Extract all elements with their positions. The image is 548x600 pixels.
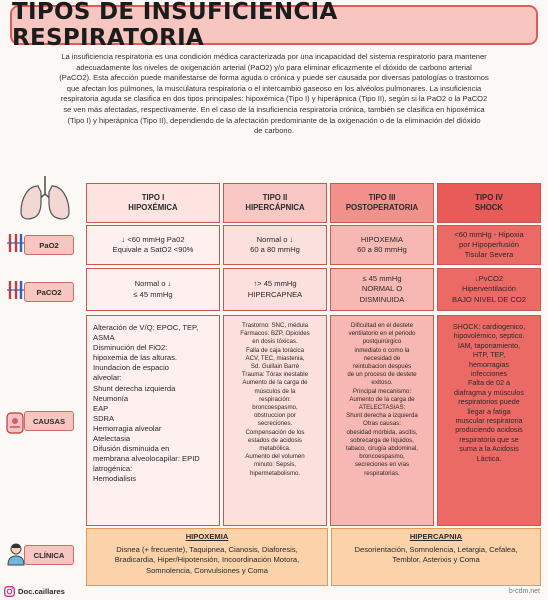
- causas-tipo2: [223, 315, 327, 526]
- cell-line: EAP: [93, 403, 109, 413]
- cell-line: ACV, TEC, miastenia,: [245, 354, 305, 362]
- intro-paragraph: [12, 52, 536, 137]
- blood-vessel-icon: [7, 232, 25, 254]
- column-header-name: HIPOXÉMICA: [128, 203, 178, 212]
- cell-line: sobrecarga de líquidos,: [350, 436, 414, 444]
- row-label-causas: CAUSAS: [24, 411, 74, 431]
- cell-line: Otras causas:: [363, 420, 401, 428]
- cell-line: en dosis tóxicas.: [252, 338, 298, 346]
- cell-line: broncoespasmo,: [359, 453, 405, 461]
- cell-line: HTP, TEP,: [472, 350, 506, 360]
- instagram-icon[interactable]: [4, 586, 15, 597]
- cell-line: obstruccion por: [254, 412, 296, 420]
- cell-line: Desorientación, Somnolencia, Letargia, Cefalea,: [354, 545, 518, 555]
- column-header-tipo3: [330, 183, 434, 223]
- paco2-tipo1: [86, 268, 220, 311]
- cell-line: Alteración de V/Q: EPOC, TEP,: [93, 323, 199, 332]
- cell-line: estados de acidosis: [248, 436, 302, 444]
- cell-line: Hemorragia alveolar: [93, 423, 162, 433]
- cell-line: Normal o ↓: [256, 234, 294, 244]
- cell-line: DISMINUIDA: [359, 294, 405, 304]
- author-handle[interactable]: Doc.caillares: [18, 587, 65, 596]
- cell-line: ≤ 45 mmHg: [362, 274, 402, 284]
- watermark: b-cdm.net: [508, 588, 540, 595]
- cell-line: respiración:: [259, 395, 291, 403]
- cell-line: minuto: Sepsis,: [254, 461, 296, 469]
- page-title: TIPOS DE INSUFICIENCIA RESPIRATORIA: [12, 0, 338, 51]
- cell-line: Somnolencia, Convulsiones y Coma: [146, 565, 268, 575]
- cell-line: hipermetabolismo.: [249, 469, 301, 477]
- cell-line: exitoso.: [371, 379, 393, 387]
- cell-line: BAJO NIVEL DE CO2: [452, 294, 526, 304]
- row-label-clinica: CLÍNICA: [24, 545, 74, 565]
- cell-line: hipovolémico, septico.: [453, 331, 525, 341]
- cell-line: secreciones.: [257, 420, 293, 428]
- cell-line: postquirúrgico: [362, 338, 402, 346]
- intro-line: de carbono.: [254, 126, 294, 136]
- cell-line: Disminución del FiO2:: [93, 343, 168, 353]
- cell-line: muscular respiratoria: [455, 416, 523, 426]
- cell-line: llegar a fatiga: [467, 406, 511, 416]
- intro-line: La insuficiencia respiratoria es una condición médica caracterizada por una incapacidad del sistema respiratorio para mantener: [61, 52, 487, 61]
- cell-line: Neumonía: [93, 393, 129, 403]
- cell-line: Hemodialisis: [93, 474, 137, 484]
- column-header-type: TIPO II: [262, 192, 288, 202]
- cell-line: broncoespasmo,: [252, 404, 298, 412]
- cell-line: 60 a 80 mmHg: [357, 245, 407, 254]
- footer: [4, 585, 65, 598]
- column-header-name: SHOCK: [474, 203, 504, 212]
- cell-line: Fármacos: BZP, Opioides: [240, 330, 310, 338]
- cell-line: Temblor, Asterixis y Coma: [392, 555, 480, 565]
- doctor-icon: [6, 542, 26, 566]
- cell-line: HIPERCAPNEA: [247, 289, 303, 299]
- cell-line: IAM, taponamiento,: [457, 340, 521, 350]
- cell-line: hemorragias: [469, 359, 509, 369]
- clinica-heading: HIPOXEMIA: [185, 532, 229, 541]
- pao2-tipo2: [223, 225, 327, 265]
- intro-line: (PaCO2). Esta afección puede manifestarse de forma aguda o crónica y puede ser causada por diversas patologías o trastornos: [59, 73, 489, 83]
- cell-line: Falta de 02 a: [468, 378, 510, 388]
- cell-line: Compensación de los: [245, 428, 305, 436]
- cell-line: HIPOXEMIA: [360, 234, 404, 244]
- cell-line: necesidad de: [363, 354, 401, 362]
- cell-line: produciendo acidosis: [455, 425, 523, 435]
- row-label-paco2: PaCO2: [24, 282, 74, 302]
- cell-line: tabaco, cirugía abdominal,: [345, 445, 419, 453]
- cell-line: ≤ 45 mmHg: [133, 289, 173, 299]
- cell-line: NORMAL O: [361, 284, 403, 294]
- cell-line: suma a la Acidosis: [459, 444, 519, 454]
- pao2-tipo3: [330, 225, 434, 265]
- cell-line: Trauma: Tórax inestable: [241, 371, 309, 379]
- cell-line: SDRA: [93, 413, 115, 423]
- blood-vessel-icon: [7, 279, 25, 301]
- intro-line: adecuadamente los niveles de oxigenación arterial (PaO2) y/o para eliminar eficazmente el dióxido de carbono arterial: [76, 62, 472, 72]
- cell-line: obesidad mórbida, ascitis,: [346, 428, 418, 436]
- causas-tipo3: [330, 315, 434, 526]
- cell-line: Hiperventilación: [461, 284, 517, 294]
- cell-line: Trastorno: SNC, médula: [242, 322, 308, 329]
- cell-line: Falla de caja torácica: [245, 346, 304, 354]
- cell-line: membrana alveolocapilar: EPID: [93, 454, 200, 464]
- cell-line: <60 mmHg - Hipoxia: [454, 229, 524, 239]
- cell-line: Láctica.: [476, 453, 502, 463]
- cell-line: diafragma y músculos: [454, 387, 524, 397]
- cell-line: SHOCK: cardiogenico,: [452, 322, 526, 331]
- cell-line: músculos de la: [254, 387, 296, 395]
- column-header-tipo1: [86, 183, 220, 223]
- paco2-tipo4: [437, 268, 541, 311]
- cell-line: de un proceso de destete: [347, 371, 417, 379]
- intro-line: (Tipo I) y hiperápnica (Tipo II), dependiendo de la afectación predominante de la oxigenación o de la eliminación del dióxido: [67, 115, 481, 125]
- cell-line: Normal o ↓: [134, 279, 172, 289]
- intro-line: respiratoria aguda se clasifica en dos tipos principales: hipoxémica (Tipo I) y hiperápnica (Tipo II), según si la PaO2 o la PaCO2: [60, 94, 488, 104]
- column-header-type: TIPO III: [368, 192, 396, 202]
- cell-line: ATELECTASIAS:: [358, 404, 406, 412]
- column-header-name: POSTOPERATORIA: [345, 203, 419, 212]
- cell-line: metabólica.: [259, 445, 291, 453]
- cell-line: Shunt derecha izquierda: [93, 383, 176, 393]
- cell-line: Atelectasia: [93, 434, 131, 444]
- cell-line: Bradicardia, Hiper/Hipotensión, Incoordinación Motora,: [114, 555, 300, 565]
- cell-line: Difusión disminuida en: [93, 444, 170, 454]
- pao2-tipo4: [437, 225, 541, 265]
- cell-line: ASMA: [93, 333, 115, 343]
- intro-line: se ven más afectadas, respectivamente. En el caso de la insuficiencia respiratoria crónica, también se clasifica en hipoxémica: [63, 104, 485, 114]
- cell-line: infecciones: [471, 369, 507, 379]
- column-header-tipo4: [437, 183, 541, 223]
- causas-tipo1: [86, 315, 220, 526]
- column-header-name: HIPERCÁPNICA: [245, 203, 305, 212]
- cell-line: inmediato o como la: [354, 346, 410, 354]
- cell-line: reintubacion después: [352, 363, 412, 371]
- cell-line: Disnea (+ frecuente), Taquipnea, Cianosis, Diaforesis,: [116, 545, 298, 555]
- title-banner: [10, 0, 538, 51]
- cell-line: ↓PvCO2: [474, 274, 504, 284]
- cell-line: Dificultad en el destete: [350, 322, 414, 329]
- cell-line: hipoxemia de las alturas.: [93, 353, 177, 363]
- row-label-pao2: PaO2: [24, 235, 74, 255]
- cell-line: Sd. Guillain Barré: [250, 363, 300, 371]
- cell-line: 60 a 80 mmHg: [250, 245, 300, 254]
- column-header-tipo2: [223, 183, 327, 223]
- clinica-heading: HIPERCAPNIA: [409, 532, 463, 541]
- column-header-type: TIPO IV: [475, 192, 503, 202]
- paco2-tipo2: [223, 268, 327, 311]
- cell-line: Equivale a SatO2 <90%: [112, 245, 194, 254]
- cell-line: Aumento de la carga de: [349, 395, 415, 403]
- cell-line: Aumento de la carga de: [242, 379, 308, 387]
- cell-line: Aumento del volumen: [245, 453, 305, 461]
- cell-line: respiratorios puede: [458, 397, 520, 407]
- column-header-type: TIPO I: [141, 192, 165, 202]
- cell-line: latrogénica:: [93, 464, 133, 474]
- cell-line: por Hipoperfusión: [459, 239, 519, 249]
- cell-line: Inundacion de espacio: [93, 363, 169, 373]
- cell-line: respiratoria que se: [459, 434, 519, 444]
- lungs-icon: [16, 172, 74, 224]
- cell-line: secreciones en vías: [354, 461, 410, 469]
- paco2-tipo3: [330, 268, 434, 311]
- cell-line: Shunt derecha a izquierda: [346, 412, 418, 420]
- cell-line: ventilatorio en el periodo: [348, 330, 416, 338]
- clinica-hipoxemia: [86, 528, 328, 586]
- causas-tipo4: [437, 315, 541, 526]
- cell-line: respiratorias.: [364, 469, 400, 477]
- clinica-hipercapnia: [331, 528, 541, 586]
- pao2-tipo1: [86, 225, 220, 265]
- intro-line: que afectan los pulmones, la musculatura respiratoria o el intercambio gaseoso en los alvéolos pulmonares. La insuficiencia: [66, 83, 482, 93]
- cell-line: alveolar:: [93, 373, 122, 383]
- cell-line: Tisular Severa: [464, 250, 514, 260]
- cell-line: ↑> 45 mmHg: [253, 279, 297, 289]
- cell-line: Principal mecanismo:: [352, 387, 412, 395]
- cell-line: ↓ <60 mmHg Pa02: [121, 234, 185, 244]
